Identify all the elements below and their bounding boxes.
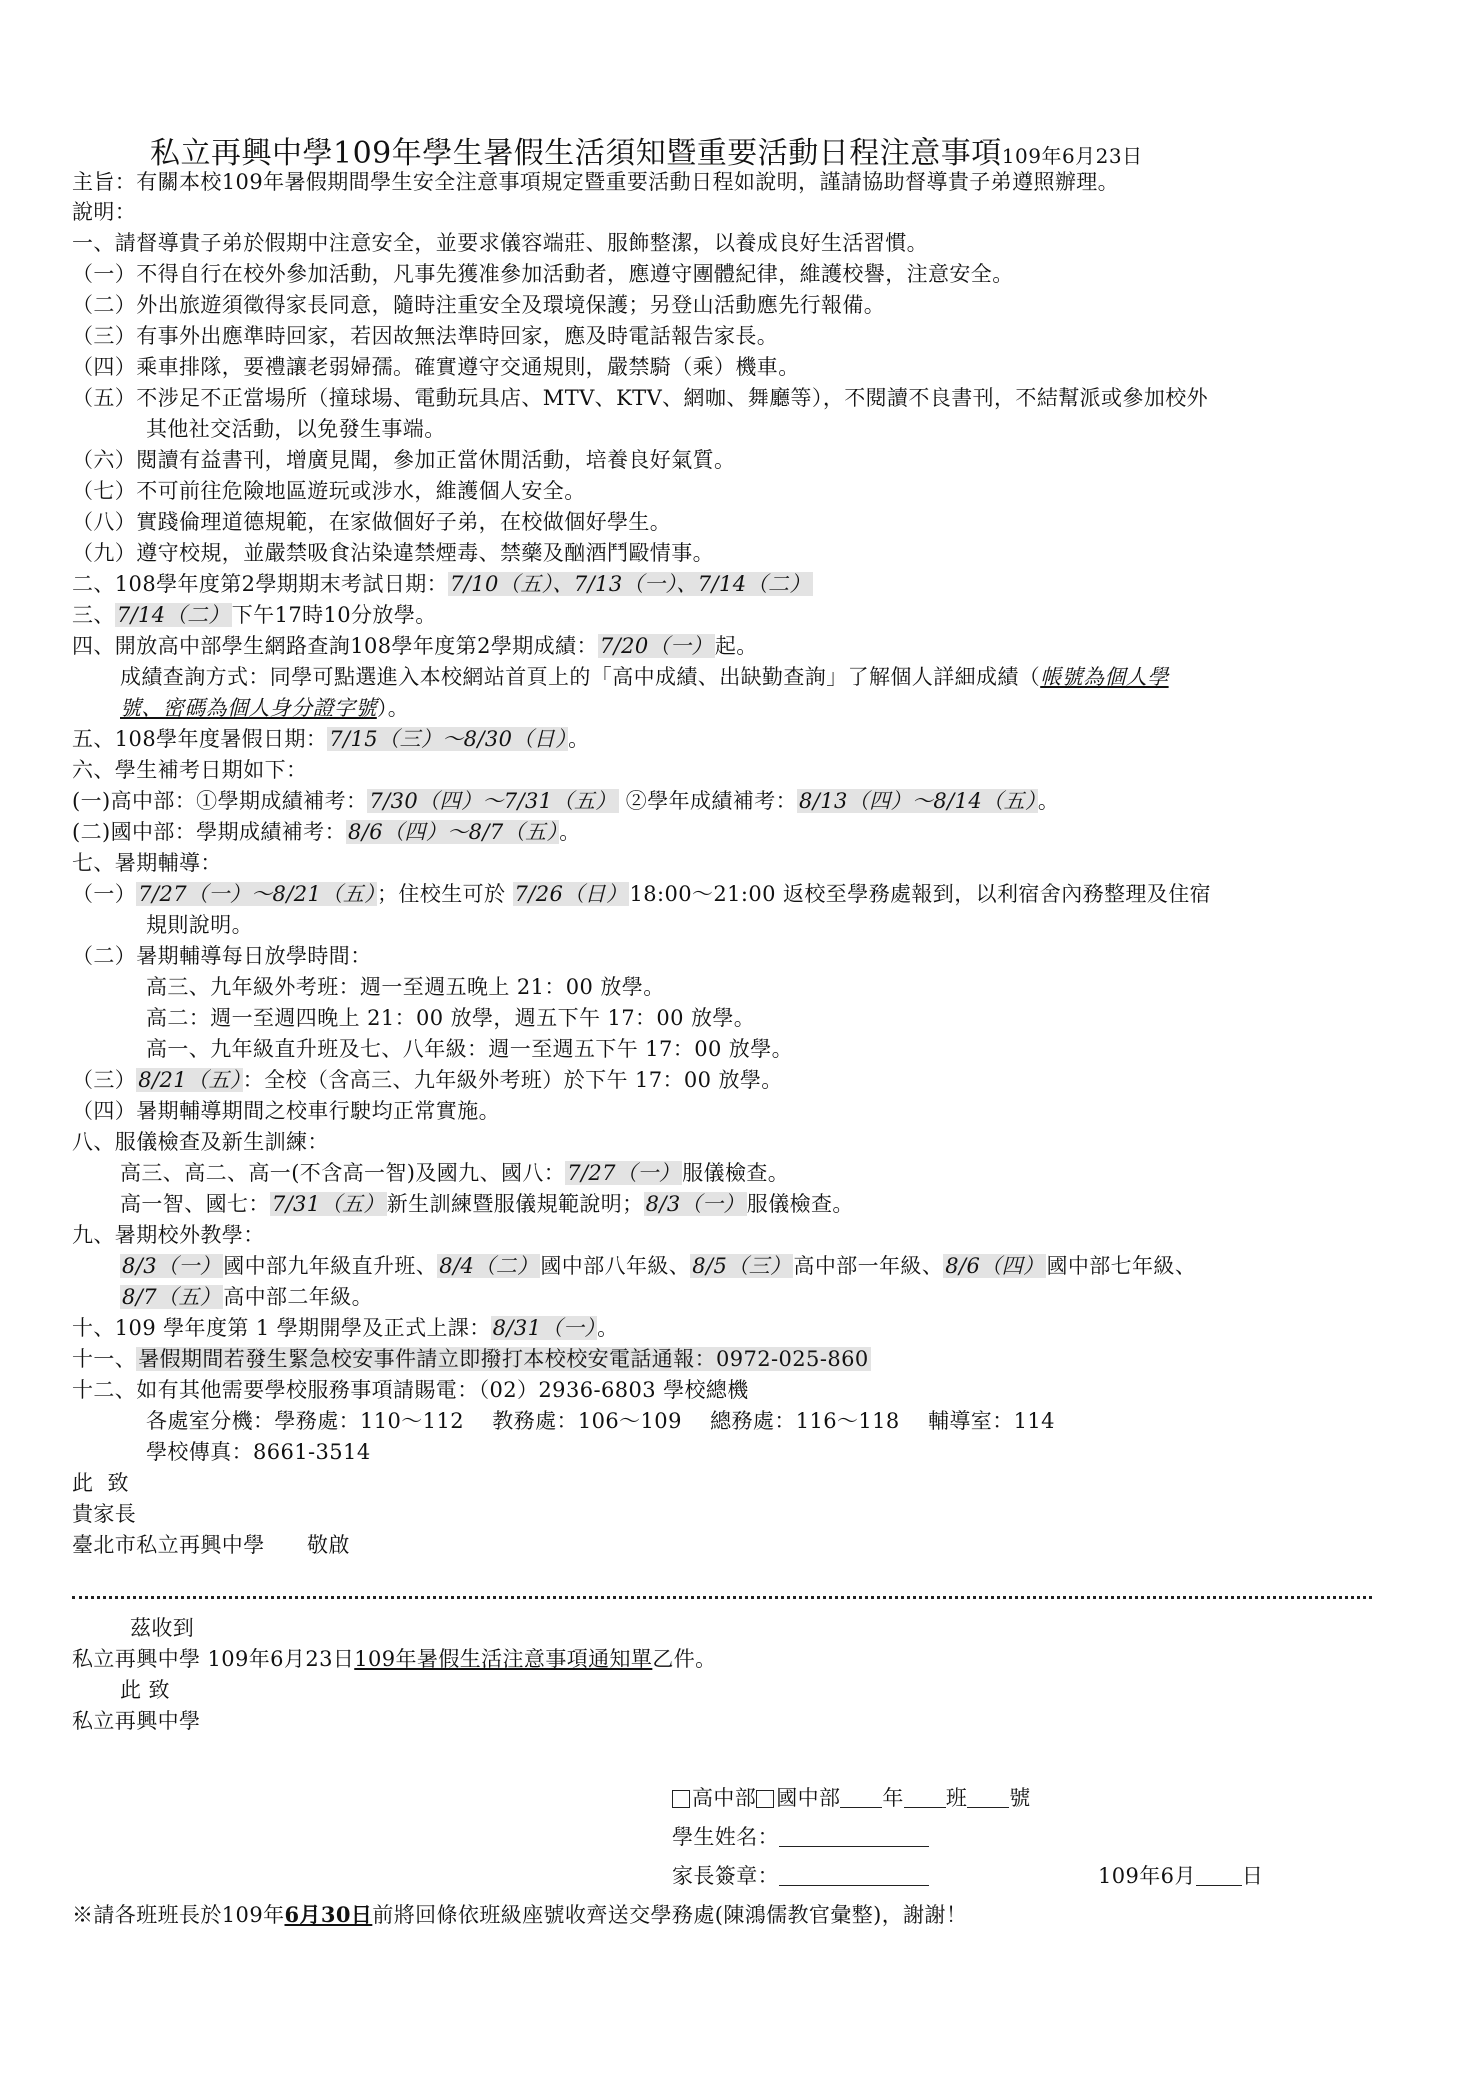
hs-makeup-tail: 。 (1037, 789, 1060, 813)
section-12-heading: 十二、如有其他需要學校服務事項請賜電：（02）2936-6803 學校總機 (72, 1378, 749, 1402)
dismissal-senior3: 高三、九年級外考班：週一至週五晚上 21：00 放學。 (146, 975, 665, 999)
section-4-method (120, 663, 1169, 691)
tutoring-dates: 7/27（一）～8/21（五） (138, 882, 376, 906)
uniform-check-text: 服儀檢查。 (682, 1161, 790, 1185)
section-5-text: 五、108學年度暑假日期： (72, 727, 328, 751)
student-name-row (672, 1823, 929, 1851)
section-4-tail: 起。 (714, 634, 758, 658)
boarder-text: ；住校生可於 (377, 882, 513, 906)
js-makeup-dates: 8/6（四）～8/7（五） (348, 820, 558, 844)
parent-sign-blank[interactable] (779, 1867, 929, 1886)
seat-number-blank[interactable] (967, 1789, 1009, 1808)
grade-query-date: 7/20（一） (599, 634, 713, 658)
parent-sign-row (672, 1862, 929, 1890)
section-1-item-8: （八）實踐倫理道德規範，在家做個好子弟，在校做個好學生。 (72, 510, 672, 534)
section-7-item-1 (72, 880, 1211, 908)
cut-line (72, 1596, 1372, 1599)
section-4-method-cont (120, 694, 409, 722)
class-info-row (672, 1784, 1031, 1812)
section-2-line (72, 570, 813, 598)
section-7-item-4: （四）暑期輔導期間之校車行駛均正常實施。 (72, 1099, 500, 1123)
trip-date-5: 8/7（五） (122, 1285, 222, 1309)
js-makeup-label: (二)國中部：學期成績補考： (72, 820, 346, 844)
highschool-label: 高中部 (692, 1786, 757, 1810)
boarder-return-text: 18:00～21:00 返校至學務處報到，以利宿舍內務整理及住宿 (629, 882, 1211, 906)
explain-label: 說明： (72, 200, 137, 224)
section-3-text: 下午17時10分放學。 (231, 603, 437, 627)
seat-number-label: 號 (1009, 1786, 1031, 1810)
exam-dates: 7/10（五）、7/13（一）、7/14（二） (450, 572, 811, 596)
section-8-line-1 (120, 1159, 789, 1187)
section-3-prefix: 三、 (72, 603, 115, 627)
section-9-line-2 (120, 1283, 373, 1311)
section-1-item-9: （九）遵守校規，並嚴禁吸食沾染違禁煙毒、禁藥及酗酒鬥毆情事。 (72, 541, 714, 565)
student-name-label: 學生姓名： (672, 1825, 779, 1849)
receipt-school-date: 私立再興中學 109年6月23日 (72, 1647, 355, 1671)
class-blank[interactable] (904, 1789, 946, 1808)
method-close: ）。 (376, 696, 410, 720)
receipt-salute: 此 致 (120, 1678, 170, 1702)
section-1-item-7: （七）不可前往危險地區遊玩或涉水，維護個人安全。 (72, 479, 586, 503)
school-fax: 學校傳真：8661-3514 (146, 1440, 371, 1464)
trip-date-3: 8/5（三） (692, 1254, 792, 1278)
hs-year-makeup-dates: 8/13（四）～8/14（五） (799, 789, 1036, 813)
return-note-text: 前將回條依班級座號收齊送交學務處(陳鴻儒教官彙整)，謝謝！ (372, 1903, 968, 1927)
section-11-line (72, 1345, 871, 1373)
item-1-prefix: （一） (72, 882, 137, 906)
section-10-line (72, 1314, 619, 1342)
section-4-text: 四、開放高中部學生網路查詢108學年度第2學期成績： (72, 634, 598, 658)
section-11-prefix: 十一、 (72, 1347, 137, 1371)
section-4-line (72, 632, 758, 660)
section-6-highschool (72, 787, 1059, 815)
dismissal-date: 7/14（二） (116, 603, 230, 627)
extension-numbers: 各處室分機：學務處：110～112 教務處：106～109 總務處：116～118 輔導室：114 (146, 1409, 1055, 1433)
password-note: 號、密碼為個人身分證字號 (120, 696, 377, 720)
receipt-line (72, 1645, 717, 1673)
trip-group-2: 國中部八年級、 (540, 1254, 691, 1278)
section-7-item-3 (72, 1066, 783, 1094)
trip-group-1: 國中部九年級直升班、 (223, 1254, 438, 1278)
section-9-heading: 九、暑期校外教學： (72, 1223, 265, 1247)
boarder-return-date: 7/26（日） (514, 882, 628, 906)
section-7-item-1-cont: 規則說明。 (146, 913, 253, 937)
js-makeup-tail: 。 (559, 820, 581, 844)
trip-group-4: 國中部七年級、 (1046, 1254, 1197, 1278)
account-note: 帳號為個人學 (1040, 665, 1169, 689)
receipt-heading: 茲收到 (130, 1616, 195, 1640)
highschool-checkbox[interactable] (672, 1790, 690, 1808)
sign-date-row (1098, 1862, 1263, 1890)
section-1-item-5-cont: 其他社交活動，以免發生事端。 (146, 417, 446, 441)
section-6-juniorhigh (72, 818, 581, 846)
orientation-uniform-date: 8/3（一） (645, 1192, 745, 1216)
section-1-item-3: （三）有事外出應準時回家，若因故無法準時回家，應及時電話報告家長。 (72, 324, 779, 348)
section-5-line (72, 725, 590, 753)
section-7-item-2: （二）暑期輔導每日放學時間： (72, 944, 372, 968)
sign-day-blank[interactable] (1196, 1867, 1242, 1886)
title-date: 109年6月23日 (1001, 144, 1143, 168)
return-note-prefix: ※請各班班長於109年 (72, 1903, 285, 1927)
emergency-hotline: 暑假期間若發生緊急校安事件請立即撥打本校校安電話通報：0972-025-860 (138, 1347, 869, 1371)
query-method-text: 成績查詢方式：同學可點選進入本校網站首頁上的「高中成績、出缺勤查詢」了解個人詳細成績（ (120, 665, 1041, 689)
section-6-heading: 六、學生補考日期如下： (72, 758, 308, 782)
vacation-dates: 7/15（三）～8/30（日） (329, 727, 567, 751)
uniform-check-groups: 高三、高二、高一(不含高一智)及國九、國八： (120, 1161, 566, 1185)
receipt-tail: 乙件。 (652, 1647, 717, 1671)
student-name-blank[interactable] (779, 1828, 929, 1847)
class-label: 班 (945, 1786, 968, 1810)
section-2-text: 二、108學年度第2學期期末考試日期： (72, 572, 449, 596)
all-school-dismissal-text: ：全校（含高三、九年級外考班）於下午 17：00 放學。 (242, 1068, 783, 1092)
dismissal-senior2: 高二：週一至週四晚上 21：00 放學，週五下午 17：00 放學。 (146, 1006, 756, 1030)
section-1-item-4: （四）乘車排隊，要禮讓老弱婦孺。確實遵守交通規則，嚴禁騎（乘）機車。 (72, 355, 800, 379)
orientation-date: 7/31（五） (271, 1192, 385, 1216)
item-3-prefix: （三） (72, 1068, 137, 1092)
closing-sender: 臺北市私立再興中學 敬啟 (72, 1533, 350, 1557)
section-1-item-2: （二）外出旅遊須徵得家長同意，隨時注重安全及環境保護；另登山活動應先行報備。 (72, 293, 886, 317)
page-title (150, 128, 1350, 172)
return-deadline: 6月30日 (284, 1902, 373, 1927)
receipt-notice-name: 109年暑假生活注意事項通知單 (354, 1647, 653, 1671)
section-8-line-2 (120, 1190, 854, 1218)
hs-makeup-label: (一)高中部：①學期成績補考： (72, 789, 368, 813)
closing-recipient: 貴家長 (72, 1502, 137, 1526)
orientation-text: 新生訓練暨服儀規範說明； (386, 1192, 644, 1216)
section-7-heading: 七、暑期輔導： (72, 851, 222, 875)
return-note (72, 1901, 967, 1929)
section-1-item-5: （五）不涉足不正當場所（撞球場、電動玩具店、MTV、KTV、網咖、舞廳等），不閱讀不良書刊，不結幫派或參加校外 (72, 386, 1209, 410)
section-1-item-1: （一）不得自行在校外參加活動，凡事先獲准參加活動者，應遵守團體紀律，維護校譽，注意安全。 (72, 262, 1014, 286)
year-label: 年 (882, 1786, 904, 1810)
closing-salute: 此 致 (72, 1471, 129, 1495)
hs-year-makeup-label: ②學年成績補考： (618, 789, 797, 813)
trip-date-1: 8/3（一） (122, 1254, 222, 1278)
year-blank[interactable] (840, 1789, 882, 1808)
section-5-tail: 。 (568, 727, 590, 751)
section-3-line (72, 601, 437, 629)
sign-day-label: 日 (1241, 1864, 1264, 1888)
receipt-recipient: 私立再興中學 (72, 1709, 201, 1733)
section-1-item-6: （六）閱讀有益書刊，增廣見聞，參加正當休閒活動，培養良好氣質。 (72, 448, 736, 472)
parent-sign-label: 家長簽章： (672, 1864, 779, 1888)
juniorhigh-label: 國中部 (776, 1786, 841, 1810)
trip-group-5: 高中部二年級。 (223, 1285, 374, 1309)
sign-date-label: 109年6月 (1098, 1864, 1196, 1888)
orientation-uniform-text: 服儀檢查。 (746, 1192, 854, 1216)
dismissal-senior1: 高一、九年級直升班及七、八年級：週一至週五下午 17：00 放學。 (146, 1037, 793, 1061)
section-10-text: 十、109 學年度第 1 學期開學及正式上課： (72, 1316, 491, 1340)
all-school-dismissal-date: 8/21（五） (138, 1068, 241, 1092)
uniform-check-date: 7/27（一） (567, 1161, 681, 1185)
section-1-heading: 一、請督導貴子弟於假期中注意安全，並要求儀容端莊、服飾整潔，以養成良好生活習慣。 (72, 231, 928, 255)
orientation-groups: 高一智、國七： (120, 1192, 270, 1216)
section-10-tail: 。 (597, 1316, 619, 1340)
trip-date-2: 8/4（二） (439, 1254, 539, 1278)
title-main: 私立再興中學109年學生暑假生活須知暨重要活動日程注意事項 (150, 136, 1002, 171)
purpose-line: 主旨：有關本校109年暑假期間學生安全注意事項規定暨重要活動日程如說明，謹請協助督導貴子弟遵照辦理。 (72, 170, 1120, 194)
trip-group-3: 高中部一年級、 (793, 1254, 944, 1278)
school-start-date: 8/31（一） (492, 1316, 596, 1340)
section-8-heading: 八、服儀檢查及新生訓練： (72, 1130, 329, 1154)
trip-date-4: 8/6（四） (945, 1254, 1045, 1278)
section-9-line-1 (120, 1252, 1196, 1280)
hs-semester-makeup-dates: 7/30（四）～7/31（五） (369, 789, 617, 813)
juniorhigh-checkbox[interactable] (756, 1790, 774, 1808)
